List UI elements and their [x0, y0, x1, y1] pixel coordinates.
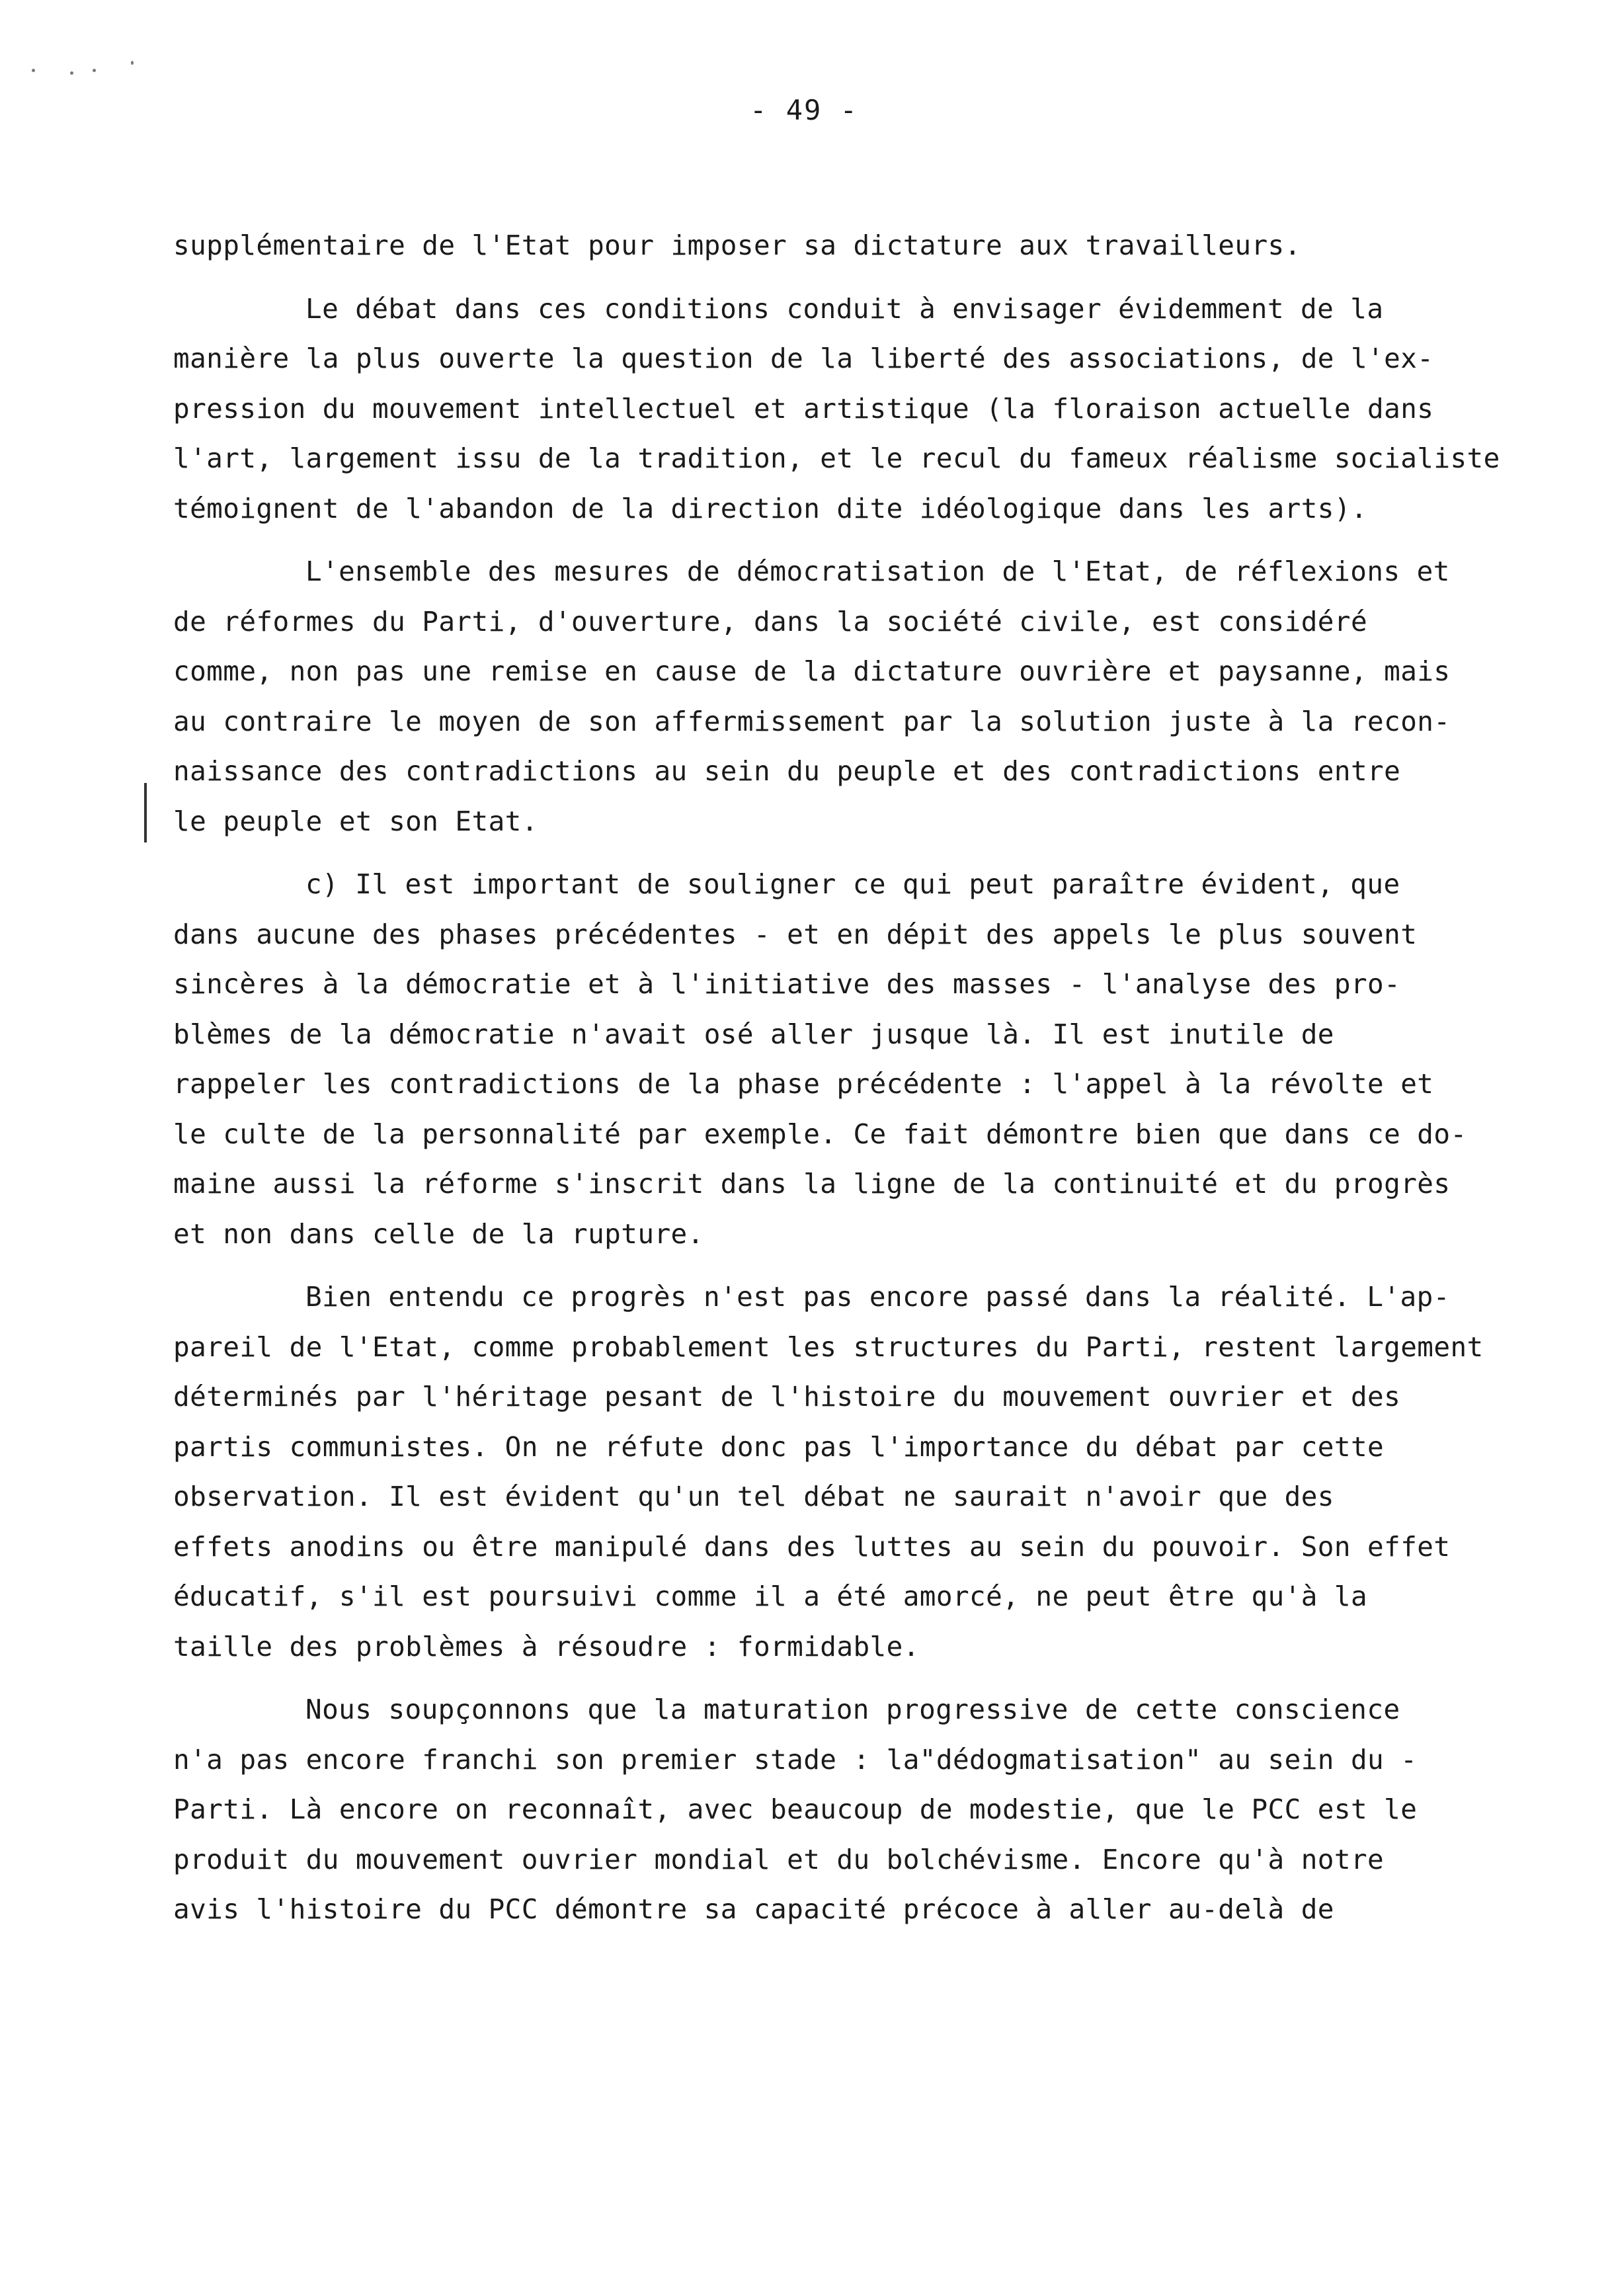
text-line: comme, non pas une remise en cause de la dictature ouvrière et paysanne, mais: [173, 655, 1451, 687]
text-line: Parti. Là encore on reconnaît, avec beaucoup de modestie, que le PCC est le: [173, 1793, 1418, 1825]
text-line: de réformes du Parti, d'ouverture, dans la société civile, est considéré: [173, 605, 1368, 637]
text-line: sincères à la démocratie et à l'initiative des masses - l'analyse des pro-: [173, 968, 1401, 1000]
paragraph: [173, 221, 1469, 271]
text-line: n'a pas encore franchi son premier stade : la"dédogmatisation" au sein du -: [173, 1743, 1418, 1776]
text-line: le culte de la personnalité par exemple. Ce fait démontre bien que dans ce do-: [173, 1118, 1467, 1150]
text-line: Bien entendu ce progrès n'est pas encore passé dans la réalité. L'ap-: [305, 1281, 1450, 1313]
text-line: le peuple et son Etat.: [173, 805, 538, 837]
text-line: déterminés par l'héritage pesant de l'histoire du mouvement ouvrier et des: [173, 1381, 1401, 1413]
paragraph: [173, 547, 1469, 846]
paragraph: [173, 284, 1500, 534]
text-line: L'ensemble des mesures de démocratisation de l'Etat, de réflexions et: [305, 555, 1450, 587]
text-line: observation. Il est évident qu'un tel débat ne saurait n'avoir que des: [173, 1481, 1334, 1512]
text-line: c) Il est important de souligner ce qui peut paraître évident, que: [305, 868, 1400, 900]
text-line: témoignent de l'abandon de la direction dite idéologique dans les arts).: [173, 492, 1368, 524]
text-line: supplémentaire de l'Etat pour imposer sa dictature aux travailleurs.: [173, 229, 1301, 261]
text-line: avis l'histoire du PCC démontre sa capacité précoce à aller au-delà de: [173, 1893, 1334, 1925]
text-line: pression du mouvement intellectuel et artistique (la floraison actuelle dans: [173, 392, 1434, 425]
scan-speck: [70, 71, 73, 75]
text-line: naissance des contradictions au sein du peuple et des contradictions entre: [173, 755, 1401, 787]
text-line: et non dans celle de la rupture.: [173, 1217, 704, 1250]
text-line: au contraire le moyen de son affermissement par la solution juste à la recon-: [173, 705, 1451, 737]
text-line: produit du mouvement ouvrier mondial et du bolchévisme. Encore qu'à notre: [173, 1843, 1385, 1875]
text-line: Le débat dans ces conditions conduit à envisager évidemment de la: [305, 292, 1384, 325]
text-line: partis communistes. On ne réfute donc pas l'importance du débat par cette: [173, 1430, 1385, 1463]
paragraph: [173, 860, 1469, 1259]
text-line: l'art, largement issu de la tradition, et le recul du fameux réalisme socialiste: [173, 442, 1500, 474]
text-line: effets anodins ou être manipulé dans des luttes au sein du pouvoir. Son effet: [173, 1530, 1451, 1563]
margin-mark: [144, 783, 147, 842]
text-line: dans aucune des phases précédentes - et en dépit des appels le plus souvent: [173, 918, 1418, 950]
scan-speck: [131, 61, 134, 65]
page-number: - 49 -: [750, 94, 858, 126]
text-line: éducatif, s'il est poursuivi comme il a été amorcé, ne peut être qu'à la: [173, 1580, 1368, 1612]
text-line: Nous soupçonnons que la maturation progressive de cette conscience: [305, 1694, 1400, 1725]
paragraph: [173, 1685, 1469, 1935]
scan-speck: [93, 69, 96, 72]
paragraph: [173, 1272, 1484, 1672]
body-text: [173, 221, 1500, 1935]
text-line: taille des problèmes à résoudre : formidable.: [173, 1630, 920, 1662]
text-line: rappeler les contradictions de la phase précédente : l'appel à la révolte et: [173, 1068, 1434, 1100]
scan-speck: [32, 69, 35, 72]
text-line: maine aussi la réforme s'inscrit dans la ligne de la continuité et du progrès: [173, 1168, 1451, 1200]
text-line: blèmes de la démocratie n'avait osé aller jusque là. Il est inutile de: [173, 1018, 1334, 1050]
text-line: manière la plus ouverte la question de la liberté des associations, de l'ex-: [173, 343, 1434, 374]
text-line: pareil de l'Etat, comme probablement les structures du Parti, restent largement: [173, 1331, 1484, 1363]
